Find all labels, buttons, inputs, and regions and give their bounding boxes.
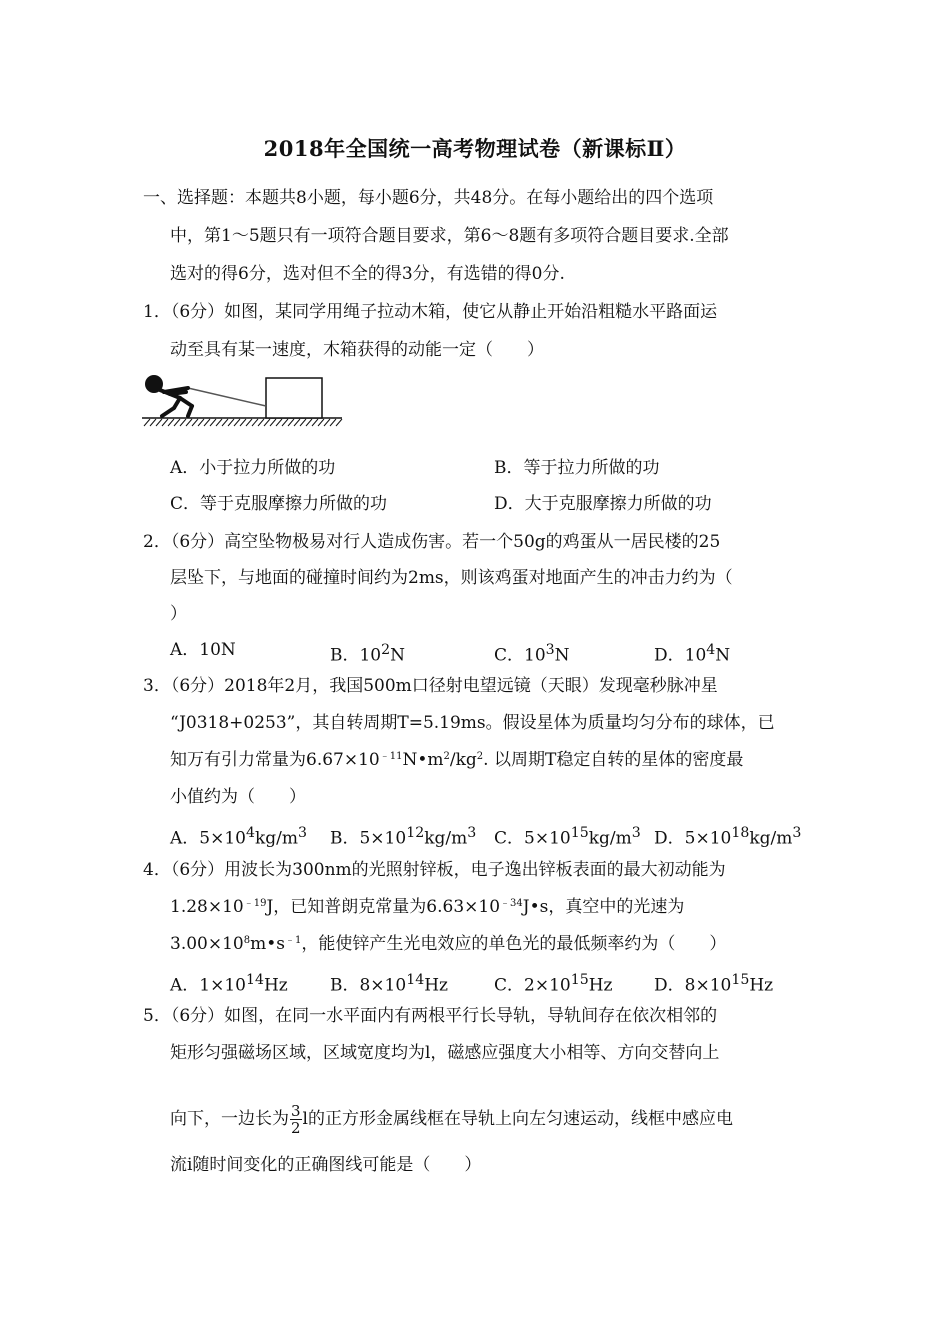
q4-option-c: C．$2\times 10^{15}Hz$: [494, 972, 613, 996]
q3-stem-4: 小值约为（ ）: [170, 787, 306, 807]
rope: [188, 388, 266, 406]
q1-option-b: B．等于拉力所做的功: [494, 458, 660, 478]
section-instructions-line-2: 中，第1～5题只有一项符合题目要求，第6～8题有多项符合题目要求.全部: [170, 226, 729, 246]
q4-line-1: [143, 858, 726, 882]
q1-figure-person-pulling-box: [140, 370, 350, 432]
fraction-three-halves: $\frac{3}{2}$: [291, 1102, 301, 1137]
q2-stem-2: 层坠下，与地面的碰撞时间约为2ms，则该鸡蛋对地面产生的冲击力约为（: [170, 568, 733, 588]
section-instructions-line-3: 选对的得6分，选对但不全的得3分，有选错的得0分.: [170, 264, 565, 284]
section-instructions-line-1: 一、选择题：本题共8小题，每小题6分，共48分。在每小题给出的四个选项: [143, 188, 714, 208]
q2-option-a: A．10N: [170, 640, 236, 660]
q2-option-d: D．$10^4N$: [654, 642, 731, 666]
q2-number: 2．: [143, 532, 171, 552]
q3-line-1: [143, 674, 718, 698]
q5-line-1: [143, 1004, 717, 1028]
q1-option-a: A．小于拉力所做的功: [170, 458, 336, 478]
q4-option-a: A．$1\times 10^{14}Hz$: [170, 972, 288, 996]
q3-option-b: B．$5\times 10^{12}kg/m^3$: [330, 825, 477, 849]
q5-stem-1: （6分）如图，在同一水平面内有两根平行长导轨，导轨间存在依次相邻的: [170, 1006, 718, 1026]
q5-stem-4: 流i随时间变化的正确图线可能是（ ）: [170, 1155, 482, 1175]
q1-number: 1．: [143, 302, 171, 322]
person-pulling: [145, 375, 192, 416]
q3-option-d: D．$5\times 10^{18}kg/m^3$: [654, 825, 802, 849]
q2-stem-3: ）: [170, 604, 187, 624]
q3-stem-2: “J0318+0253”，其自转周期T=5.19ms。假设星体为质量均匀分布的球体，已: [170, 713, 775, 733]
wooden-box: [266, 378, 322, 418]
q4-option-d: D．$8\times 10^{15}Hz$: [654, 972, 774, 996]
q1-option-d: D．大于克服摩擦力所做的功: [494, 494, 712, 514]
q2-option-b: B．$10^2N$: [330, 642, 406, 666]
q2-line-1: [143, 530, 720, 554]
q4-stem-1: （6分）用波长为300nm的光照射锌板，电子逸出锌板表面的最大初动能为: [170, 860, 726, 880]
q5-number: 5．: [143, 1006, 171, 1026]
q1-stem-2: 动至具有某一速度，木箱获得的动能一定（ ）: [170, 340, 544, 360]
q5-stem-2: 矩形匀强磁场区域，区域宽度均为l，磁感应强度大小相等、方向交替向上: [170, 1043, 720, 1063]
q1-stem-1: （6分）如图，某同学用绳子拉动木箱，使它从静止开始沿粗糙水平路面运: [170, 302, 718, 322]
q4-stem-3: $3.00\times 10^8m•s^{﹣1}$，能使锌产生光电效应的单色光的最低频率约为（ ）: [170, 934, 727, 954]
q3-stem-3: 知万有引力常量为$6.67\times 10^{﹣11}N•m^2/kg^2$. 以周期T稳定自转的星体的密度最: [170, 750, 744, 770]
q2-option-c: C．$10^3N$: [494, 642, 570, 666]
q1-line-1: [143, 300, 717, 324]
q4-number: 4．: [143, 860, 171, 880]
q3-number: 3．: [143, 676, 171, 696]
q5-stem-3: 向下，一边长为 $\frac{3}{2}$ l的正方形金属线框在导轨上向左匀速运动，线框中感应电: [170, 1102, 733, 1137]
ground-hatching: [144, 419, 342, 426]
q4-stem-2: $1.28\times 10^{﹣19}J$，已知普朗克常量为$6.63\times 10^{﹣34}J•s$，真空中的光速为: [170, 897, 685, 917]
q4-option-b: B．$8\times 10^{14}Hz$: [330, 972, 448, 996]
q3-option-c: C．$5\times 10^{15}kg/m^3$: [494, 825, 641, 849]
page-title: 2018年全国统一高考物理试卷（新课标Ⅱ）: [263, 136, 687, 161]
q3-option-a: A．$5\times 10^4kg/m^3$: [170, 825, 308, 849]
q1-option-c: C．等于克服摩擦力所做的功: [170, 494, 388, 514]
q3-stem-1: （6分）2018年2月，我国500m口径射电望远镜（天眼）发现毫秒脉冲星: [170, 676, 718, 696]
q2-stem-1: （6分）高空坠物极易对行人造成伤害。若一个50g的鸡蛋从一居民楼的25: [170, 532, 721, 552]
